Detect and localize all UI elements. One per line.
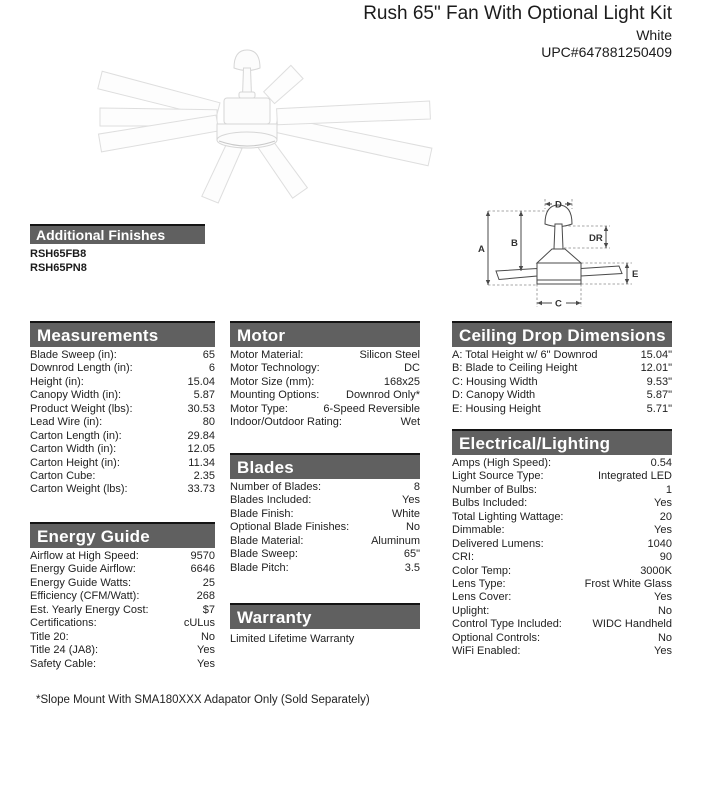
spec-row: [230, 362, 420, 375]
spec-label: Dimmable:: [452, 524, 505, 537]
spec-label: Color Temp:: [452, 564, 512, 577]
spec-label: Est. Yearly Energy Cost:: [30, 603, 149, 616]
spec-label: Efficiency (CFM/Watt):: [30, 590, 140, 603]
spec-value: 12.05: [187, 443, 215, 456]
section-title: Electrical/Lighting: [459, 434, 611, 453]
section-title: Measurements: [37, 326, 159, 345]
spec-value: 8: [413, 481, 420, 493]
spec-row: [30, 416, 215, 429]
spec-row: [30, 470, 215, 483]
spec-row: [230, 548, 420, 561]
spec-label: Blades Included:: [230, 494, 312, 507]
spec-row: [452, 362, 672, 375]
fan-canopy: [234, 50, 260, 71]
motor-section: [230, 321, 420, 430]
spec-label: Canopy Width (in):: [30, 389, 122, 402]
diagram-flare: [537, 249, 581, 263]
spec-label: Energy Guide Watts:: [30, 576, 132, 589]
section-title: Warranty: [237, 608, 312, 627]
spec-row: [452, 605, 672, 618]
spec-rows: [230, 347, 420, 430]
spec-row: [30, 443, 215, 456]
spec-value: 25: [202, 576, 215, 589]
spec-row: [230, 481, 420, 494]
spec-value: 15.04": [640, 349, 672, 361]
spec-row: [230, 562, 420, 575]
spec-label: Safety Cable:: [30, 657, 97, 670]
spec-label: Carton Width (in):: [30, 443, 117, 456]
section-header: [30, 321, 215, 347]
spec-value: Yes: [654, 645, 672, 658]
additional-finishes-section: [30, 224, 205, 275]
spec-label: Total Lighting Wattage:: [452, 510, 564, 523]
spec-value: 12.01": [640, 362, 672, 375]
spec-value: Frost White Glass: [584, 577, 672, 590]
spec-value: Yes: [654, 497, 672, 510]
spec-label: Number of Blades:: [230, 481, 322, 493]
spec-label: A: Total Height w/ 6" Downrod: [452, 349, 598, 361]
spec-value: 65": [403, 548, 420, 561]
spec-row: [230, 376, 420, 389]
spec-row: [452, 511, 672, 524]
spec-value: 3000K: [640, 564, 672, 577]
spec-label: Light Source Type:: [452, 470, 544, 483]
spec-value: 6-Speed Reversible: [323, 402, 420, 415]
spec-label: Energy Guide Airflow:: [30, 563, 136, 576]
spec-label: Number of Bulbs:: [452, 483, 537, 496]
spec-row: [452, 389, 672, 402]
spec-row: [452, 349, 672, 362]
spec-label: Lens Type:: [452, 577, 506, 590]
spec-value: White: [391, 507, 420, 520]
spec-row: [30, 577, 215, 590]
spec-value: 29.84: [187, 429, 215, 442]
spec-row: [230, 494, 420, 507]
section-title: Additional Finishes: [36, 227, 166, 243]
spec-label: Blade Sweep:: [230, 548, 298, 561]
spec-label: Airflow at High Speed:: [30, 550, 139, 562]
dim-label-dr: DR: [589, 233, 603, 244]
spec-value: 30.53: [187, 402, 215, 415]
spec-rows: [452, 347, 672, 416]
section-title: Motor: [237, 326, 286, 345]
spec-value: 3.5: [404, 561, 420, 574]
spec-row: [230, 416, 420, 429]
spec-row: [30, 376, 215, 389]
spec-label: Certifications:: [30, 617, 97, 630]
section-header: [30, 522, 215, 548]
spec-row: [452, 538, 672, 551]
spec-row: [452, 645, 672, 658]
fan-product-image: [95, 42, 435, 204]
spec-row: [30, 403, 215, 416]
spec-value: Yes: [402, 494, 420, 507]
spec-label: Optional Controls:: [452, 631, 541, 644]
spec-label: Height (in):: [30, 375, 84, 388]
spec-rows: [30, 548, 215, 671]
spec-row: [30, 483, 215, 496]
spec-row: [452, 632, 672, 645]
section-header: [230, 453, 420, 479]
spec-row: [30, 563, 215, 576]
spec-row: [230, 349, 420, 362]
spec-label: Motor Technology:: [230, 362, 320, 375]
spec-label: C: Housing Width: [452, 375, 538, 388]
dim-label-c: C: [555, 298, 562, 310]
spec-label: Carton Weight (lbs):: [30, 483, 128, 496]
spec-row: [30, 389, 215, 402]
spec-label: Carton Length (in):: [30, 429, 122, 442]
spec-value: No: [200, 630, 215, 643]
spec-row: [452, 497, 672, 510]
product-finish: White: [636, 27, 672, 43]
dim-label-d: D: [555, 199, 562, 211]
spec-value: 0.54: [650, 457, 672, 469]
spec-label: Mounting Options:: [230, 389, 320, 402]
spec-row: [30, 644, 215, 657]
spec-value: Wet: [400, 416, 420, 429]
section-header: [230, 603, 420, 629]
spec-value: 1040: [647, 537, 672, 550]
spec-row: [230, 535, 420, 548]
spec-label: Title 24 (JA8):: [30, 644, 99, 657]
spec-value: Aluminum: [371, 534, 420, 547]
spec-row: [452, 618, 672, 631]
diagram-downrod: [554, 224, 563, 249]
spec-row: [30, 430, 215, 443]
section-title: Energy Guide: [37, 527, 150, 546]
spec-label: Control Type Included:: [452, 618, 562, 631]
finish-sku: RSH65PN8: [30, 261, 87, 274]
spec-label: Uplight:: [452, 604, 490, 617]
spec-label: Blade Material:: [230, 534, 304, 547]
diagram-blade-left: [496, 269, 537, 280]
spec-value: 80: [202, 416, 215, 429]
electrical-lighting-section: [452, 429, 672, 659]
measurements-section: [30, 321, 215, 497]
section-header: [30, 224, 205, 244]
spec-label: Optional Blade Finishes:: [230, 521, 350, 534]
section-title: Ceiling Drop Dimensions: [459, 326, 666, 345]
spec-row: [30, 349, 215, 362]
dim-label-e: E: [632, 269, 639, 280]
spec-value: Yes: [654, 524, 672, 537]
spec-label: E: Housing Height: [452, 402, 541, 415]
spec-label: Lead Wire (in):: [30, 416, 103, 429]
spec-row: [452, 457, 672, 470]
spec-label: Blade Finish:: [230, 507, 294, 520]
spec-row: [452, 591, 672, 604]
spec-row: [452, 551, 672, 564]
spec-value: 168x25: [383, 375, 420, 388]
spec-row: [452, 484, 672, 497]
spec-value: 268: [196, 590, 215, 603]
spec-label: Motor Material:: [230, 349, 304, 361]
spec-label: Bulbs Included:: [452, 497, 528, 510]
product-title: Rush 65" Fan With Optional Light Kit: [363, 3, 672, 24]
finish-sku: RSH65FB8: [30, 248, 87, 260]
spec-label: B: Blade to Ceiling Height: [452, 362, 578, 375]
product-upc: UPC#647881250409: [541, 44, 672, 60]
energy-guide-section: [30, 522, 215, 671]
spec-rows: [30, 347, 215, 497]
section-header: [230, 321, 420, 347]
spec-value: 6646: [190, 563, 215, 576]
spec-row: [230, 521, 420, 534]
spec-row: [452, 470, 672, 483]
spec-value: cULus: [183, 617, 215, 630]
spec-label: Blade Pitch:: [230, 561, 289, 574]
section-header: [452, 429, 672, 455]
spec-row: [30, 604, 215, 617]
spec-value: Silicon Steel: [359, 349, 420, 361]
spec-row: [30, 631, 215, 644]
spec-value: 11.34: [188, 456, 215, 469]
spec-value: 15.04: [187, 375, 215, 388]
section-header: [452, 321, 672, 347]
spec-value: 20: [659, 510, 672, 523]
spec-value: 5.87": [646, 389, 672, 402]
spec-value: DC: [404, 362, 420, 375]
dim-label-b: B: [511, 238, 518, 249]
spec-row: [30, 457, 215, 470]
spec-value: 33.73: [187, 483, 215, 496]
spec-row: [30, 658, 215, 671]
spec-rows: [452, 455, 672, 659]
spec-value: Yes: [197, 644, 215, 657]
spec-label: Motor Size (mm):: [230, 375, 315, 388]
spec-row: [452, 403, 672, 416]
spec-value: No: [657, 631, 672, 644]
spec-rows: [230, 479, 420, 575]
spec-label: Carton Cube:: [30, 469, 96, 482]
spec-row: [230, 389, 420, 402]
blades-section: [230, 453, 420, 575]
footnote: *Slope Mount With SMA180XXX Adapator Only (Sold Separately): [36, 694, 370, 706]
spec-value: 90: [659, 551, 672, 564]
spec-row: [452, 578, 672, 591]
spec-label: Indoor/Outdoor Rating:: [230, 416, 342, 429]
spec-row: [230, 508, 420, 521]
ceiling-drop-diagram: [460, 195, 710, 325]
spec-value: No: [657, 604, 672, 617]
spec-row: [30, 550, 215, 563]
spec-row: [452, 524, 672, 537]
spec-row: [452, 376, 672, 389]
spec-value: Integrated LED: [598, 470, 672, 483]
spec-label: Downrod Length (in):: [30, 362, 133, 375]
spec-label: Motor Type:: [230, 402, 288, 415]
spec-label: Title 20:: [30, 630, 69, 643]
warranty-section: [230, 603, 420, 647]
spec-label: CRI:: [452, 551, 474, 564]
spec-value: 65: [202, 349, 215, 361]
spec-value: Yes: [197, 657, 215, 670]
fan-motor-housing: [224, 98, 270, 124]
spec-value: No: [405, 521, 420, 534]
spec-value: WIDC Handheld: [592, 618, 672, 631]
spec-label: D: Canopy Width: [452, 389, 536, 402]
spec-value: 5.71": [646, 402, 672, 415]
spec-label: Product Weight (lbs):: [30, 402, 133, 415]
spec-row: [30, 590, 215, 603]
spec-value: 1: [665, 483, 672, 496]
spec-label: Lens Cover:: [452, 591, 512, 604]
warranty-note: Limited Lifetime Warranty: [230, 633, 355, 645]
section-title: Blades: [237, 458, 294, 477]
spec-label: WiFi Enabled:: [452, 645, 521, 658]
spec-label: Blade Sweep (in):: [30, 349, 117, 361]
spec-value: Yes: [654, 591, 672, 604]
spec-value: 9.53": [646, 375, 672, 388]
dim-label-a: A: [478, 244, 485, 255]
ceiling-drop-section: [452, 321, 672, 416]
spec-value: Downrod Only*: [346, 389, 420, 402]
spec-value: $7: [202, 603, 215, 616]
diagram-blade-right: [581, 266, 622, 276]
spec-label: Amps (High Speed):: [452, 457, 552, 469]
spec-value: 5.87: [193, 389, 215, 402]
spec-value: 2.35: [193, 469, 215, 482]
spec-label: Delivered Lumens:: [452, 537, 544, 550]
finish-list: [30, 244, 205, 275]
diagram-housing: [537, 263, 581, 284]
spec-row: [230, 403, 420, 416]
spec-label: Carton Height (in):: [30, 456, 120, 469]
spec-row: [30, 362, 215, 375]
spec-value: 6: [208, 362, 215, 375]
spec-row: [452, 565, 672, 578]
spec-value: 9570: [190, 550, 215, 562]
spec-row: [30, 617, 215, 630]
